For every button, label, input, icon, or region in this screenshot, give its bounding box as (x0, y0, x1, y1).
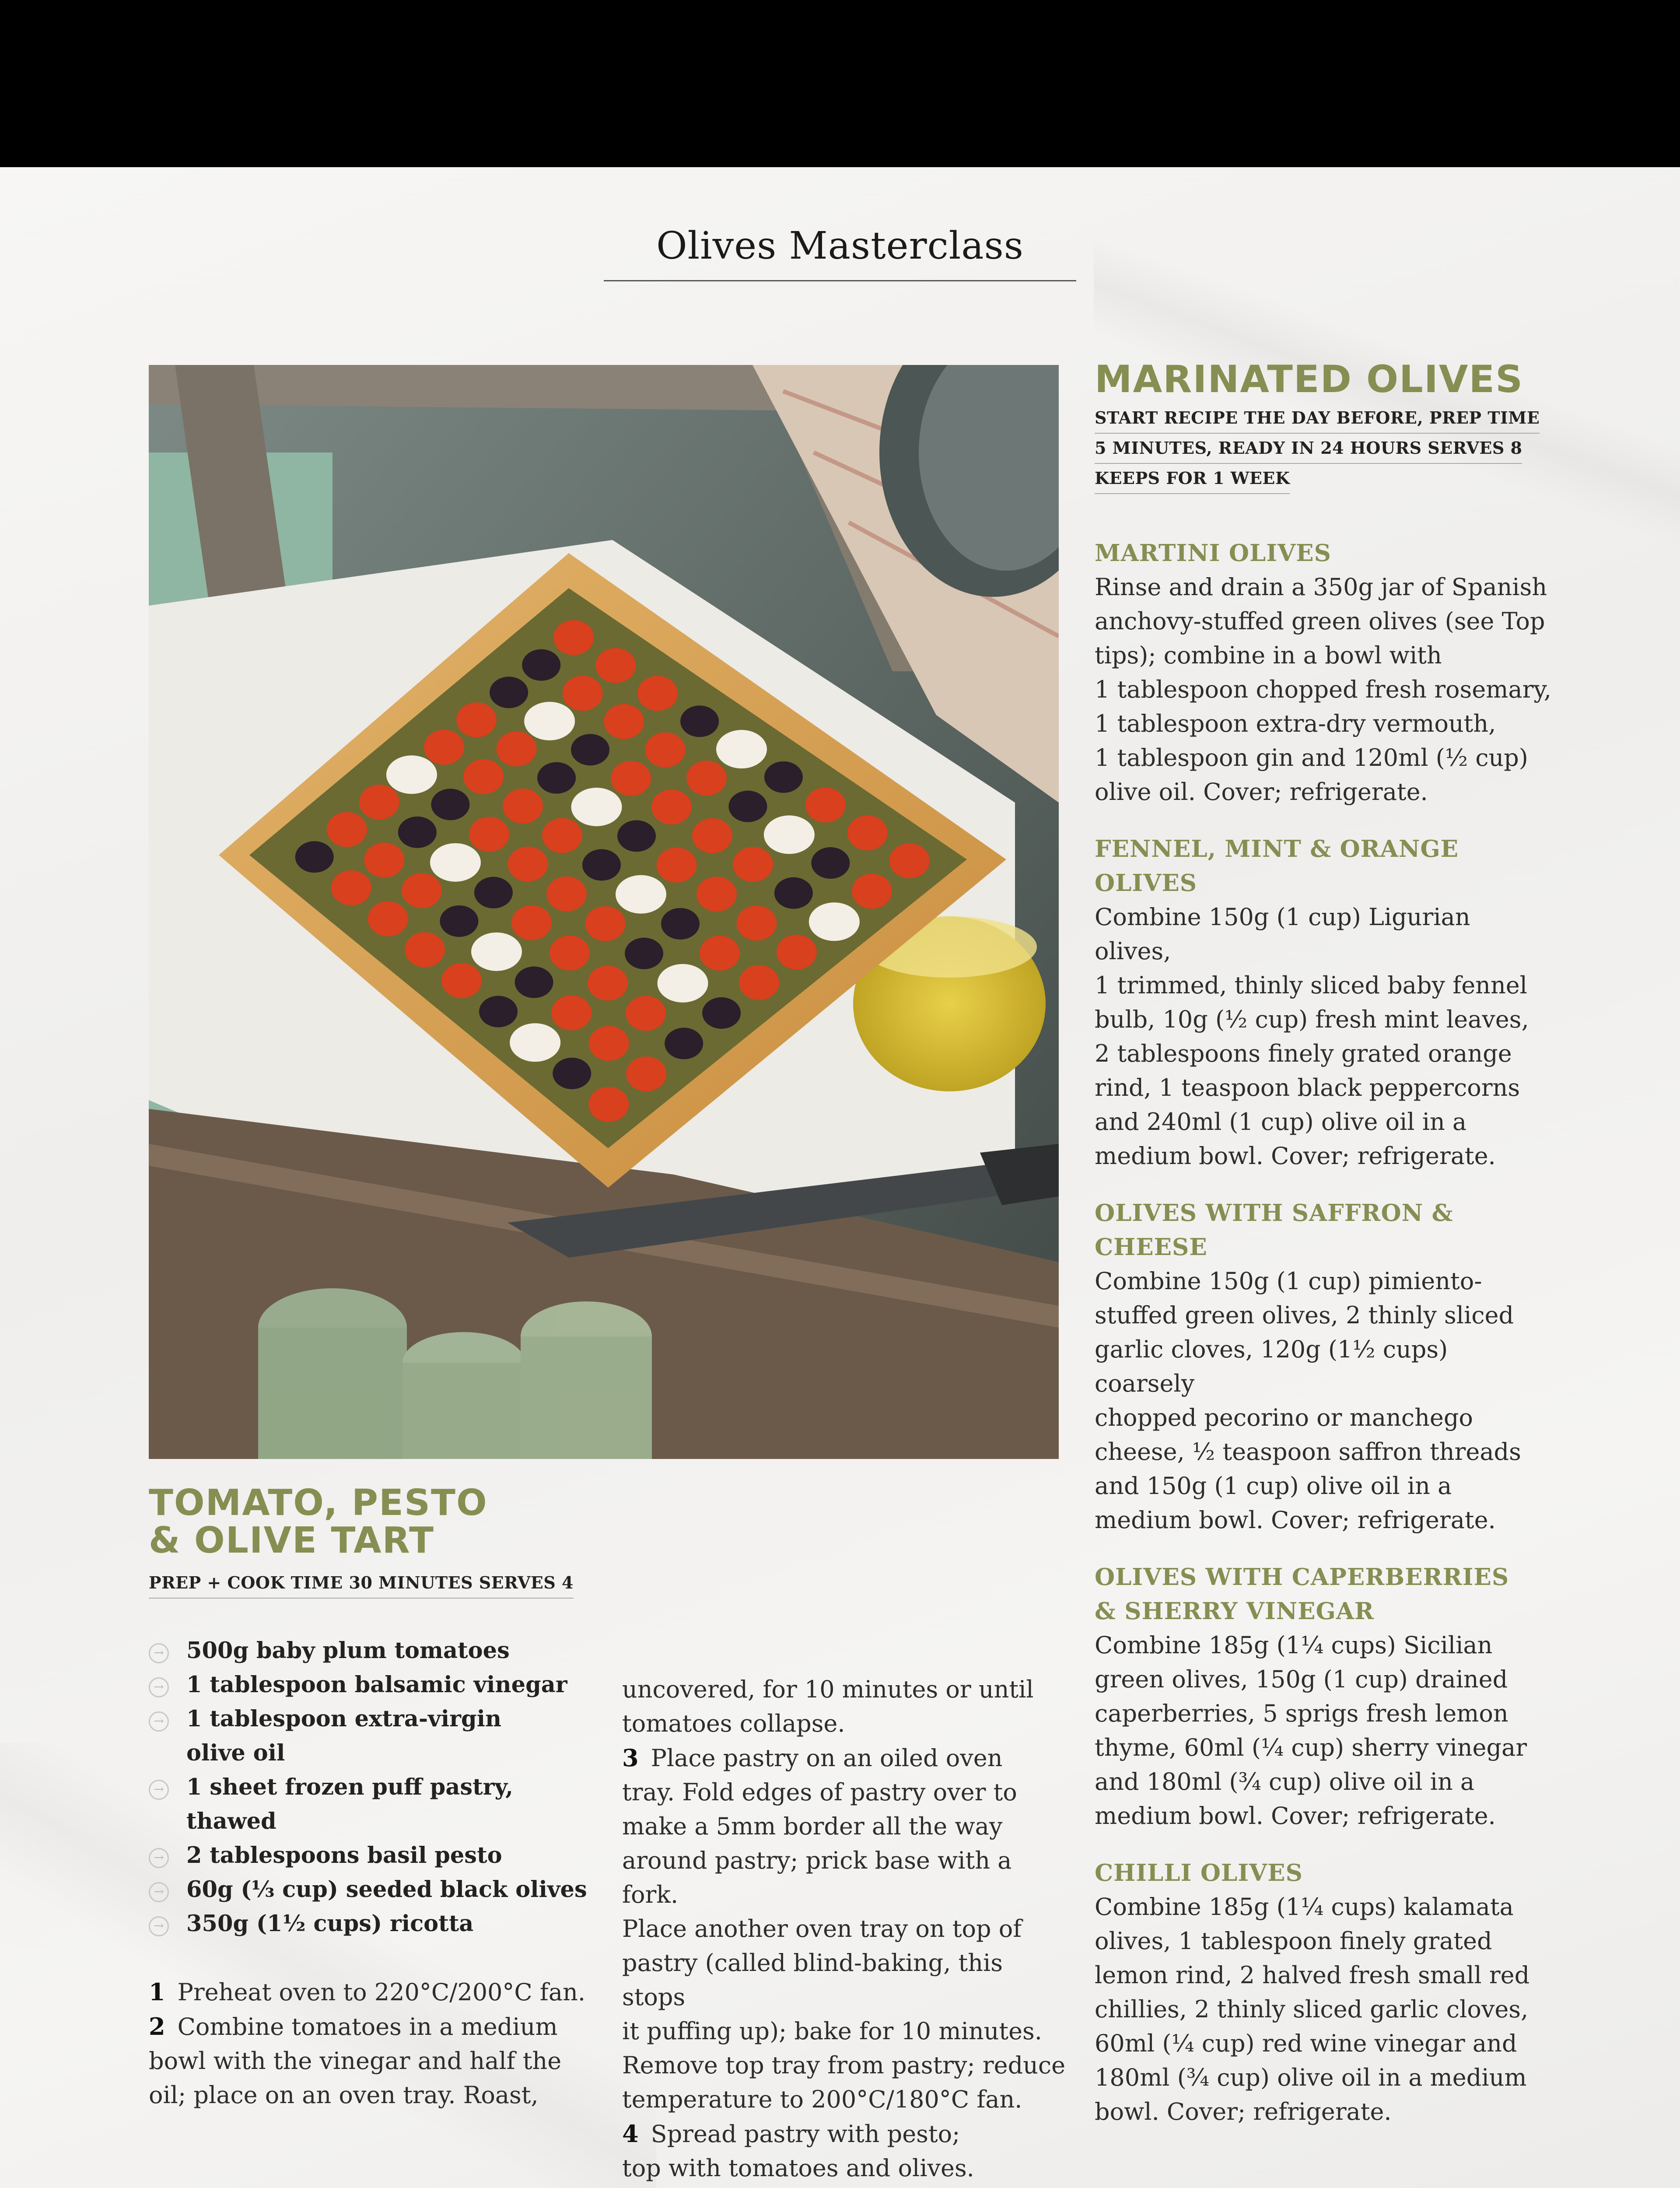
tart-topping (469, 817, 509, 852)
method-step-line (149, 2078, 595, 2112)
olive-variant-text: bulb, 10g (½ cup) fresh mint leaves, (1095, 1006, 1529, 1034)
ingredient-text: 1 sheet frozen puff pastry, thawed (186, 1774, 514, 1835)
tart-topping (585, 906, 626, 941)
arrow-bullet-icon: → (149, 1677, 169, 1697)
arrow-bullet-icon: → (149, 1643, 169, 1663)
method-step-4 (622, 2117, 1068, 2188)
method-step-line (149, 1975, 595, 2009)
ingredient-item (149, 1702, 595, 1736)
ingredient-item (149, 1872, 595, 1907)
tart-topping (550, 936, 590, 971)
tart-topping (430, 843, 481, 882)
olive-variant-text: and 180ml (¾ cup) olive oil in a (1095, 1768, 1475, 1796)
olive-variant-text: Combine 185g (1¼ cups) kalamata (1095, 1893, 1514, 1921)
step-text: tomatoes collapse. (622, 1710, 845, 1737)
tart-topping (524, 702, 575, 740)
olive-variant-title: OLIVES WITH CAPERBERRIES (1095, 1564, 1509, 1591)
tart-topping (611, 761, 651, 796)
olive-variant (1095, 1560, 1554, 1833)
ingredients-list (149, 1634, 595, 1941)
step-text: uncovered, for 10 minutes or until (622, 1676, 1034, 1703)
tart-meta-line: PREP + COOK TIME 30 MINUTES SERVES 4 (149, 1568, 574, 1599)
meta-line: KEEPS FOR 1 WEEK (1095, 464, 1290, 494)
arrow-bullet-icon: → (149, 1916, 169, 1936)
tart-topping (700, 936, 740, 971)
step-text: make a 5mm border all the way (622, 1813, 1003, 1840)
ingredient-item (149, 1907, 595, 1941)
olive-variant-text: rind, 1 teaspoon black peppercorns (1095, 1074, 1520, 1102)
step2-continued (622, 1673, 1068, 1741)
tart-topping (847, 815, 888, 850)
ingredient-text: 1 tablespoon balsamic vinegar (186, 1672, 567, 1698)
olive-variant-text: lemon rind, 2 halved fresh small red (1095, 1961, 1530, 1989)
olive-variant (1095, 536, 1554, 809)
tart-topping (571, 734, 609, 765)
method-step-line (622, 2117, 1068, 2151)
tart-topping (402, 873, 442, 908)
ingredient-item (149, 1634, 595, 1668)
olive-variant-text: olives, 1 tablespoon finely grated (1095, 1927, 1492, 1955)
ingredient-item (149, 1736, 595, 1770)
olive-variant-text: and 150g (1 cup) olive oil in a (1095, 1472, 1452, 1500)
olive-variant-text: cheese, ½ teaspoon saffron threads (1095, 1438, 1521, 1466)
tart-topping (563, 676, 603, 711)
tart-topping (471, 933, 522, 971)
ingredient-item (149, 1668, 595, 1702)
step-number: 2 (149, 2013, 165, 2041)
tart-topping (656, 848, 696, 883)
method-step-line (622, 1946, 1068, 2014)
tart-topping (405, 932, 445, 967)
olive-variant-text: 1 tablespoon chopped fresh rosemary, (1095, 676, 1551, 704)
tart-topping (424, 730, 464, 765)
tart-topping (811, 847, 850, 879)
olive-variant-text: olive oil. Cover; refrigerate. (1095, 778, 1428, 806)
olive-variant-text: 2 tablespoons finely grated orange (1095, 1040, 1512, 1068)
step-text: Remove top tray from pastry; reduce (622, 2051, 1066, 2079)
olive-variant-title: OLIVES WITH SAFFRON & CHEESE (1095, 1199, 1453, 1261)
tart-topping (739, 965, 779, 1000)
tart-meta (149, 1568, 595, 1599)
tart-topping (522, 649, 560, 681)
tart-topping (616, 875, 666, 914)
step-text: pastry (called blind-baking, this stops (622, 1949, 1003, 2011)
olive-variant (1095, 1856, 1554, 2129)
olive-variant-text: medium bowl. Cover; refrigerate. (1095, 1142, 1496, 1170)
method-step-line (149, 2044, 595, 2078)
tart-topping (661, 908, 700, 940)
tart-topping (546, 877, 587, 912)
tart-title-line: & OLIVE TART (149, 1520, 434, 1562)
arrow-bullet-icon: → (149, 1780, 169, 1800)
tart-topping (588, 966, 628, 1001)
olive-variants-list (1095, 536, 1554, 2129)
tart-topping (511, 905, 552, 940)
olive-variant-title: FENNEL, MINT & ORANGE OLIVES (1095, 835, 1459, 897)
tart-method-continued (622, 1673, 1068, 2188)
olive-variant-title: MARTINI OLIVES (1095, 540, 1331, 567)
olive-variant-text: anchovy-stuffed green olives (see Top (1095, 607, 1545, 635)
tart-topping (503, 789, 543, 824)
step-text: Place pastry on an oiled oven (651, 1744, 1003, 1772)
tart-topping (733, 847, 773, 882)
ingredient-text: olive oil (186, 1740, 285, 1767)
step-text: Preheat oven to 220°C/200°C fan. (177, 1978, 586, 2006)
tart-topping (604, 704, 644, 739)
method-step-line (622, 2083, 1068, 2117)
tart-topping (626, 996, 666, 1031)
olive-variant-text: Rinse and drain a 350g jar of Spanish (1095, 573, 1547, 601)
arrow-bullet-icon: → (149, 1882, 169, 1902)
magazine-page (0, 167, 1680, 2188)
step-text: Combine tomatoes in a medium (177, 2013, 558, 2041)
step-number: 4 (622, 2120, 639, 2148)
tart-topping (777, 935, 817, 970)
tart-topping (359, 785, 399, 820)
olive-variant-title: CHILLI OLIVES (1095, 1859, 1303, 1887)
olive-variant-title: & SHERRY VINEGAR (1095, 1598, 1374, 1625)
olive-variant (1095, 1196, 1554, 1537)
ingredient-item (149, 1838, 595, 1872)
tart-topping (456, 702, 497, 737)
tart-topping (537, 762, 576, 794)
olive-variant-text: caperberries, 5 sprigs fresh lemon (1095, 1700, 1508, 1728)
tart-topping (686, 761, 727, 796)
method-step-line (622, 1912, 1068, 1946)
marinated-meta (1095, 403, 1554, 494)
olive-variant (1095, 832, 1554, 1173)
tart-topping (889, 843, 930, 878)
tart-topping (331, 870, 371, 905)
step-text: temperature to 200°C/180°C fan. (622, 2086, 1022, 2113)
tart-topping (692, 818, 732, 853)
tart-topping (327, 812, 367, 847)
ingredient-item (149, 1770, 595, 1838)
tart-topping (637, 676, 678, 711)
tart-topping (764, 815, 815, 854)
tart-topping (441, 963, 482, 998)
olive-variant-text: 180ml (¾ cup) olive oil in a medium (1095, 2064, 1527, 2092)
tart-topping (474, 877, 513, 908)
ingredient-text: 350g (1½ cups) ricotta (186, 1911, 474, 1937)
olive-variant-text: 1 tablespoon gin and 120ml (½ cup) (1095, 744, 1528, 772)
method-step-line (622, 2014, 1068, 2048)
method-step-line (622, 1741, 1068, 1775)
tart-topping (595, 648, 636, 683)
olive-variant-text: green olives, 150g (1 cup) drained (1095, 1666, 1508, 1694)
tart-topping (651, 789, 692, 824)
tart-topping (398, 817, 437, 848)
olive-variant-text: and 240ml (1 cup) olive oil in a (1095, 1108, 1467, 1136)
tart-title (149, 1484, 595, 1560)
tart-topping (658, 964, 708, 1003)
arrow-bullet-icon: → (149, 1848, 169, 1868)
olive-variant-text: Combine 150g (1 cup) pimiento- (1095, 1267, 1482, 1295)
tart-topping (553, 1058, 591, 1089)
step-text: tray. Fold edges of pastry over to (622, 1778, 1017, 1806)
tart-topping (696, 877, 737, 912)
method-step-line (622, 2185, 1068, 2188)
meta-line: START RECIPE THE DAY BEFORE, PREP TIME (1095, 403, 1540, 434)
ingredient-text: 2 tablespoons basil pesto (186, 1842, 502, 1869)
tart-topping (625, 938, 663, 969)
olive-variant-text: medium bowl. Cover; refrigerate. (1095, 1802, 1496, 1830)
olive-variant-text: garlic cloves, 120g (1½ cups) coarsely (1095, 1336, 1448, 1398)
olive-variant-text: Combine 150g (1 cup) Ligurian olives, (1095, 903, 1470, 965)
tart-photo (149, 365, 1059, 1459)
method-step-3 (622, 1741, 1068, 2117)
tart-topping (764, 761, 803, 793)
tart-topping (295, 841, 334, 873)
tart-topping (728, 791, 767, 822)
tart-topping (680, 705, 719, 737)
method-step-line (622, 2048, 1068, 2083)
tart-topping (774, 877, 813, 909)
tart-topping (588, 1087, 629, 1122)
tart-topping (542, 818, 582, 853)
method-steps-left (149, 1975, 595, 2112)
olive-variant-text: chopped pecorino or manchego (1095, 1404, 1473, 1432)
tart-topping (665, 1028, 703, 1059)
tart-recipe-section (149, 1484, 595, 2112)
olive-variant-text: chillies, 2 thinly sliced garlic cloves, (1095, 1995, 1529, 2023)
tart-topping (551, 995, 592, 1030)
tart-topping (431, 789, 469, 820)
tart-topping (645, 733, 686, 768)
tart-topping (553, 620, 594, 655)
tart-topping (702, 997, 741, 1029)
olive-variant-text: stuffed green olives, 2 thinly sliced (1095, 1301, 1514, 1329)
tart-topping (497, 731, 537, 766)
olive-variant-text: bowl. Cover; refrigerate. (1095, 2098, 1392, 2126)
ingredient-text: 500g baby plum tomatoes (186, 1637, 510, 1664)
method-step-line (622, 1844, 1068, 1912)
step-text: bowl with the vinegar and half the (149, 2047, 562, 2075)
step-text: Place another oven tray on top of (622, 1915, 1022, 1943)
tart-topping (440, 905, 478, 937)
marinated-olives-title: MARINATED OLIVES (1095, 358, 1524, 401)
olive-variant-text: thyme, 60ml (¼ cup) sherry vinegar (1095, 1734, 1527, 1762)
olive-variant-text: medium bowl. Cover; refrigerate. (1095, 1506, 1496, 1534)
tart-topping (716, 730, 767, 768)
olive-variant-text: 60ml (¼ cup) red wine vinegar and (1095, 2030, 1517, 2058)
tart-topping (736, 905, 777, 940)
marinated-olives-section (1095, 360, 1554, 2129)
tart-topping (617, 820, 656, 852)
tart-topping (626, 1056, 666, 1091)
tart-topping (508, 847, 548, 882)
tart-topping (490, 677, 528, 708)
arrow-bullet-icon: → (149, 1711, 169, 1732)
tart-topping (479, 996, 518, 1027)
tart-topping (582, 849, 621, 881)
tart-photo-illustration (149, 365, 1059, 1459)
olive-variant-text: tips); combine in a bowl with (1095, 642, 1442, 670)
step-number: 1 (149, 1978, 165, 2006)
tart-topping (852, 874, 892, 909)
step-text: top with tomatoes and olives. (622, 2154, 974, 2182)
tart-topping (368, 901, 408, 936)
tart-title-line: TOMATO, PESTO (149, 1482, 488, 1524)
tart-topping (589, 1026, 629, 1061)
ingredient-text: 60g (⅓ cup) seeded black olives (186, 1876, 587, 1903)
tart-topping (364, 842, 404, 877)
tart-topping (510, 1023, 560, 1062)
olive-variant-text: 1 trimmed, thinly sliced baby fennel (1095, 971, 1527, 999)
tart-topping (386, 755, 437, 794)
step-text: it puffing up); bake for 10 minutes. (622, 2017, 1042, 2045)
method-step-line (622, 2151, 1068, 2185)
method-step-line (622, 1775, 1068, 1809)
step-text: around pastry; prick base with a fork. (622, 1847, 1012, 1908)
olive-variant-text: 1 tablespoon extra-dry vermouth, (1095, 710, 1496, 738)
tart-topping (805, 788, 846, 823)
step-text: oil; place on an oven tray. Roast, (149, 2081, 539, 2109)
ingredient-text: 1 tablespoon extra-virgin (186, 1706, 502, 1732)
olive-variant-text: Combine 185g (1¼ cups) Sicilian (1095, 1631, 1493, 1659)
page-header-title: Olives Masterclass (604, 224, 1076, 281)
step-number: 3 (622, 1744, 639, 1772)
tart-topping (515, 967, 553, 998)
method-step-line (149, 2009, 595, 2044)
meta-line: 5 MINUTES, READY IN 24 HOURS SERVES 8 (1095, 434, 1522, 464)
tart-topping (463, 759, 504, 794)
tart-topping (571, 788, 622, 826)
method-step-line (622, 1809, 1068, 1844)
step-text: Spread pastry with pesto; (651, 2120, 960, 2148)
tart-topping (809, 902, 860, 941)
